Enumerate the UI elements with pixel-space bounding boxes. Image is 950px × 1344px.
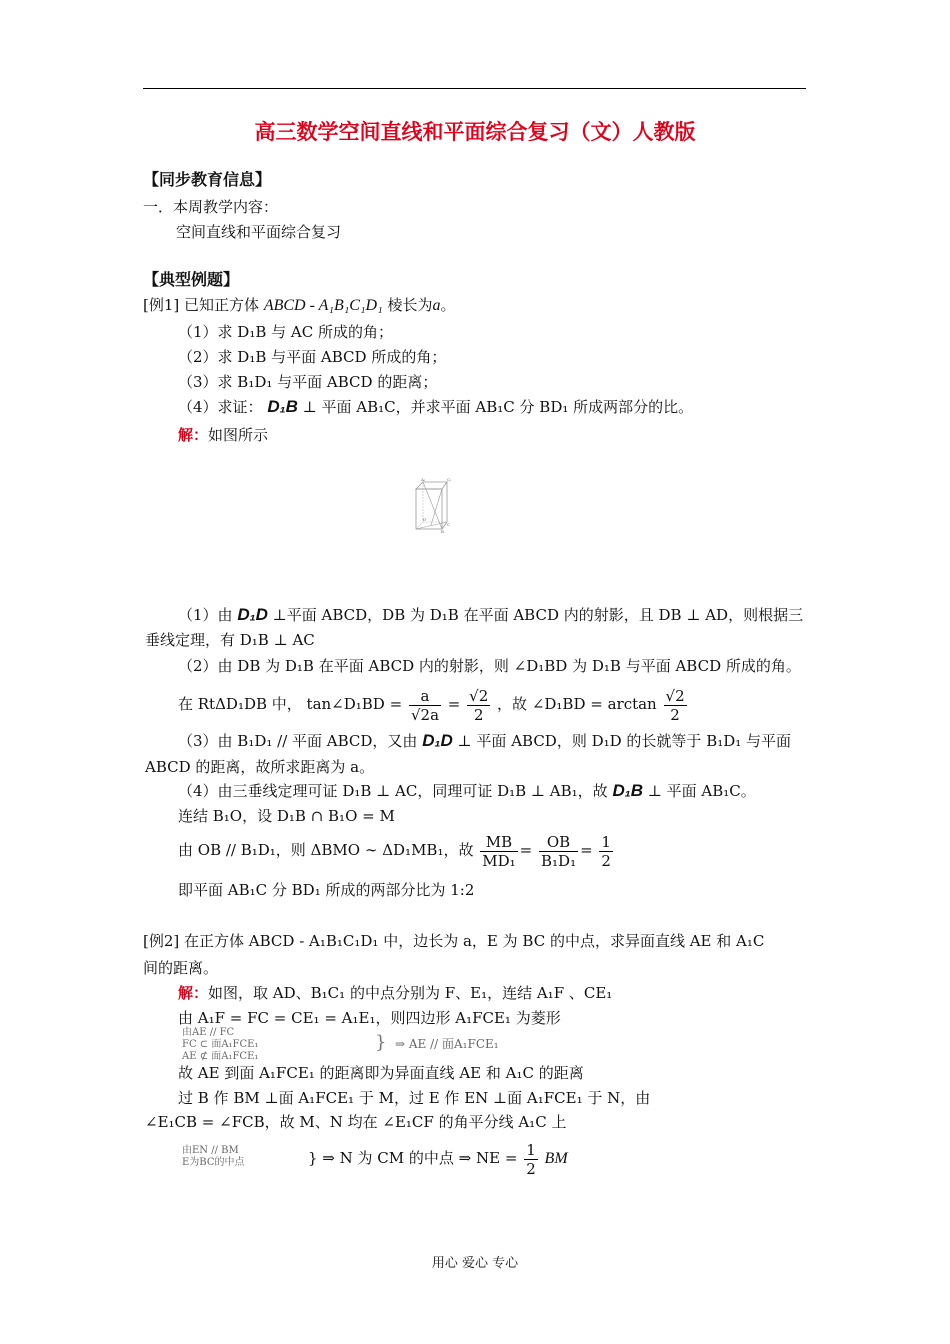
ex1-head: [例1] 已知正方体 — [143, 296, 260, 314]
header-rule — [143, 88, 806, 89]
fraction-arctan: $\frac{√2}{2}$ — [665, 686, 685, 724]
brace1-line-b: FC ⊂ 面A₁FCE₁ — [182, 1039, 259, 1050]
s1-suffix: ⊥平面 ABCD，DB 为 D₁B 在平面 ABCD 内的射影，且 DB ⊥ AD，则根据三 — [272, 606, 804, 624]
ex1-conclusion: 即平面 AB₁C 分 BD₁ 所成的两部分比为 1:2 — [178, 881, 475, 899]
label-c1: C₁ — [447, 477, 452, 482]
ex1-tail: 棱长为 — [387, 296, 433, 314]
fraction-mb-md1: $\frac{MB}{\text{MD₁}}$ — [482, 832, 516, 870]
ex2-solution-line6 — [308, 1136, 568, 1181]
ex2-solution-label: 解： — [178, 984, 209, 1002]
s2-conclusion: ，故 ∠D₁BD = arctan — [497, 695, 657, 713]
brace-group-2 — [182, 1145, 245, 1169]
ex2-solution-line5: ∠E₁CB = ∠FCB，故 M、N 均在 ∠E₁CF 的角平分线 A₁C 上 — [145, 1113, 567, 1131]
cube-top-face — [416, 482, 447, 489]
s3-prefix: （3）由 B₁D₁ // 平面 ABCD，又由 — [178, 732, 418, 750]
section-heading-sync-info: 【同步教育信息】 — [143, 170, 272, 189]
ex1-question1: （1）求 D₁B 与 AC 所成的角； — [178, 323, 393, 341]
ex1-question2: （2）求 D₁B 与平面 ABCD 所成的角； — [178, 348, 447, 366]
s6-bm: BM — [544, 1150, 568, 1167]
s1-math: D₁D — [237, 605, 268, 624]
s4-math: D₁B — [612, 781, 643, 800]
label-c: C — [447, 522, 451, 527]
s4-ratio-prefix: 由 OB // B₁D₁，则 ΔBMO ∼ ΔD₁MB₁，故 — [178, 841, 474, 859]
ex1-step1-cont: 垂线定理，有 D₁B ⊥ AC — [145, 631, 315, 649]
ex1-step4-connect: 连结 B₁O，设 D₁B ∩ B₁O = M — [178, 807, 395, 825]
fraction-a-over-sqrt2a: $\frac{a}{√2a}$ — [410, 686, 440, 724]
ex1-cube: ABCD - A₁B₁C₁D₁ — [263, 297, 383, 314]
ex1-end: 。 — [440, 296, 456, 314]
example2-statement-cont: 间的距离。 — [143, 959, 219, 977]
ex2-solution-line4: 过 B 作 BM ⊥面 A₁FCE₁ 于 M，过 E 作 EN ⊥面 A₁FCE₁ 于 N，由 — [178, 1089, 651, 1107]
s6-prefix: } ⇒ N 为 CM 的中点 ⇒ NE = — [308, 1149, 518, 1167]
ex2-s1: 如图，取 AD、B₁C₁ 的中点分别为 F、E₁，连结 A₁F 、CE₁ — [208, 984, 613, 1002]
s4-suffix: ⊥ 平面 AB₁C。 — [647, 782, 756, 800]
ex1-q4-prefix: （4）求证： — [178, 398, 263, 416]
s1-prefix: （1）由 — [178, 606, 233, 624]
s4-prefix: （4）由三垂线定理可证 D₁B ⊥ AC，同理可证 D₁B ⊥ AB₁，故 — [178, 782, 608, 800]
fraction-sqrt2-over-2: $\frac{√2}{2}$ — [469, 686, 489, 724]
ex1-q4-math: D₁B — [267, 397, 298, 416]
ex1-step4 — [178, 781, 756, 801]
fraction-half: $\frac{1}{2}$ — [526, 1140, 536, 1178]
label-b: B — [441, 529, 444, 534]
ex2-solution-line1 — [178, 983, 612, 1003]
item-content: 空间直线和平面综合复习 — [176, 223, 342, 241]
line-b1o — [431, 489, 442, 525]
brace-group-1 — [182, 1027, 258, 1063]
solution-text: 如图所示 — [208, 426, 269, 444]
brace1-result: ⇒ AE // 面A₁FCE₁ — [395, 1037, 499, 1051]
brace2-line-a: 由EN // BM — [182, 1145, 239, 1156]
page-footer: 用心 爱心 专心 — [431, 1256, 519, 1271]
label-a1: A₁ — [421, 477, 426, 482]
brace1-right-brace: } — [375, 1032, 387, 1053]
ex2-solution-line3: 故 AE 到面 A₁FCE₁ 的距离即为异面直线 AE 和 A₁C 的距离 — [178, 1064, 584, 1082]
brace2-line-b: E为BC的中点 — [182, 1157, 245, 1168]
ex1-step2-calc — [178, 682, 689, 726]
solution-label: 解： — [178, 426, 209, 444]
ex1-question3: （3）求 B₁D₁ 与平面 ABCD 的距离； — [178, 373, 438, 391]
ex1-step4-ratio: 由 OB // B₁D₁，则 ΔBMO ∼ ΔD₁MB₁，故 $\frac{MB}{\text{MD₁}}$ = $\frac{OB}{\text{B₁D₁}}$ = $\frac{1}{2}$ — [178, 832, 611, 870]
cube-figure — [411, 477, 451, 533]
ex1-q4-suffix: ⊥ 平面 AB₁C，并求平面 AB₁C 分 BD₁ 所成两部分的比。 — [302, 398, 694, 416]
ex1-step3-cont: ABCD 的距离，故所求距离为 a。 — [145, 758, 375, 776]
label-d: D — [423, 517, 427, 522]
item-this-week: 一．本周教学内容： — [143, 198, 279, 216]
equals: = — [447, 695, 461, 713]
section-heading-examples: 【典型例题】 — [143, 270, 240, 289]
example2-statement: [例2] 在正方体 ABCD - A₁B₁C₁D₁ 中，边长为 a，E 为 BC 的中点，求异面直线 AE 和 A₁C — [143, 932, 765, 950]
s2-prefix: 在 RtΔD₁DB 中， tan∠D₁BD = — [178, 695, 403, 713]
ex1-a: a — [432, 297, 441, 314]
ex1-step1 — [178, 605, 803, 625]
fraction-one-half: $\frac{1}{2}$ — [601, 832, 611, 870]
brace1-line-a: 由AE // FC — [182, 1027, 235, 1038]
ex1-question4 — [178, 397, 693, 417]
brace1-line-c: AE ⊄ 面A₁FCE₁ — [182, 1051, 259, 1062]
page-title: 高三数学空间直线和平面综合复习（文）人教版 — [254, 120, 696, 144]
ex2-solution-line2: 由 A₁F = FC = CE₁ = A₁E₁，则四边形 A₁FCE₁ 为菱形 — [178, 1009, 561, 1027]
cube-front-face — [416, 489, 442, 529]
s3-math: D₁D — [422, 731, 453, 750]
ex1-solution-intro — [178, 425, 268, 445]
s3-suffix: ⊥ 平面 ABCD，则 D₁D 的长就等于 B₁D₁ 与平面 — [457, 732, 792, 750]
ex1-step3 — [178, 731, 791, 751]
example1-statement — [143, 295, 455, 316]
fraction-ob-b1d1: $\frac{OB}{\text{B₁D₁}}$ — [541, 832, 577, 870]
ex1-step2: （2）由 DB 为 D₁B 在平面 ABCD 内的射影，则 ∠D₁BD 为 D₁B 与平面 ABCD 所成的角。 — [178, 657, 801, 675]
